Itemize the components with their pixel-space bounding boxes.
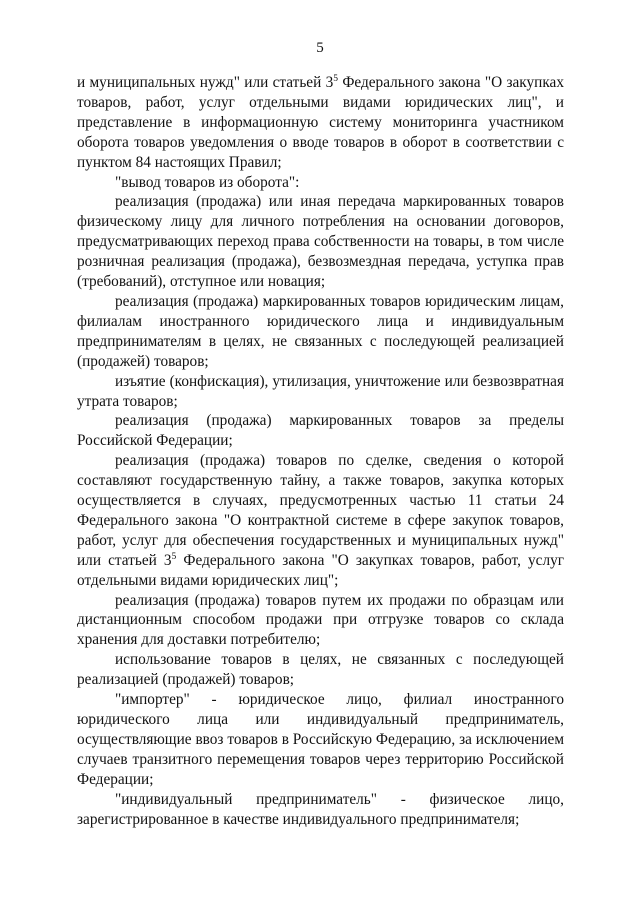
paragraph-7: реализация (продажа) товаров по сделке, сведения о которой составляют государственную тайну, а также товаров, закупка которых осуществляется в случаях, предусмотренных частью 11 статьи 24 Федерального закона "О контрактной системе в сфере закупок товаров, работ, услуг для обеспечения государственных и муниципальных нужд" или статьей $3^5$ Федерального закона "О закупках товаров, работ, услуг отдельными видами юридических лиц"; [77,452,564,589]
page-number: 5 [316,40,324,56]
document-body [77,73,564,829]
paragraph-10: "импортер" - юридическое лицо, филиал иностранного юридического лица или индивидуальный предприниматель, осуществляющие ввоз товаров в Российскую Федерацию, за исключением случаев транзитного перемещения товаров через территорию Российской Федерации; [77,691,564,788]
paragraph-6: реализация (продажа) маркированных товаров за пределы Российской Федерации; [77,412,564,450]
superscript: 5 [171,551,177,562]
paragraph-1: и муниципальных нужд" или статьей $3^5$ Федерального закона "О закупках товаров, работ, услуг отдельными видами юридических лиц", и представление в информационную систему мониторинга участником оборота товаров уведомления о вводе товаров в оборот в соответствии с пунктом 84 настоящих Правил; [77,73,564,171]
paragraph-4: реализация (продажа) маркированных товаров юридическим лицам, филиалам иностранного юридического лица и индивидуальным предпринимателям в целях, не связанных с последующей реализацией (продажей) товаров; [77,292,564,370]
paragraph-5: изъятие (конфискация), утилизация, уничтожение или безвозвратная утрата товаров; [77,372,564,410]
paragraph-11: "индивидуальный предприниматель" - физическое лицо, зарегистрированное в качестве индивидуального предпринимателя; [77,790,564,828]
paragraph-2: "вывод товаров из оборота": [115,173,300,191]
paragraph-8: реализация (продажа) товаров путем их продажи по образцам или дистанционным способом продажи при отгрузке товаров со склада хранения для доставки потребителю; [77,591,564,649]
paragraph-3: реализация (продажа) или иная передача маркированных товаров физическому лицу для личного потребления на основании договоров, предусматривающих переход права собственности на товары, в том числе розничная реализация (продажа), безвозмездная передача, уступка прав (требований), отступное или новация; [77,193,564,291]
paragraph-9: использование товаров в целях, не связанных с последующей реализацией (продажей) товаров; [77,651,564,689]
superscript: 5 [333,73,338,84]
